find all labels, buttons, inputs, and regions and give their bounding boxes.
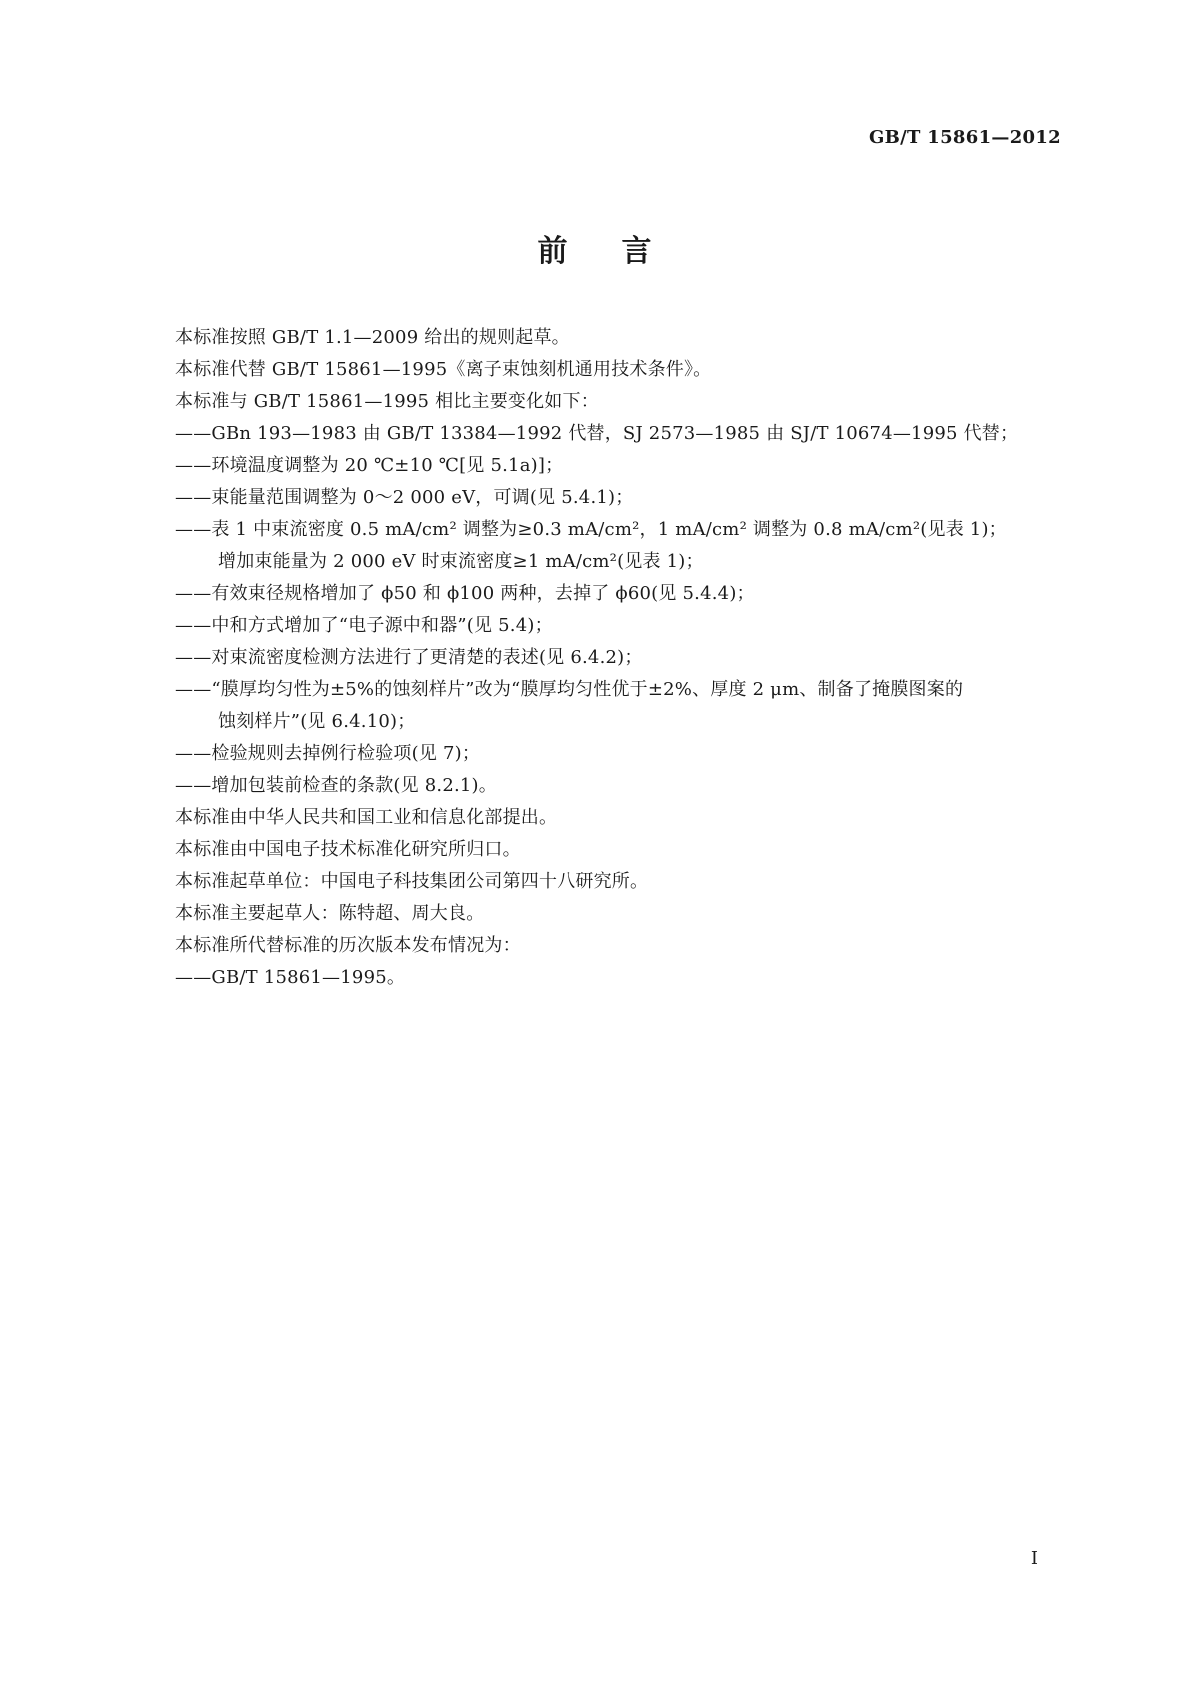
text-line: 本标准由中华人民共和国工业和信息化部提出。 bbox=[175, 807, 558, 828]
preface-body bbox=[175, 322, 1065, 994]
text-line: 本标准由中国电子技术标准化研究所归口。 bbox=[175, 839, 521, 860]
text-line: ——“膜厚均匀性为±5%的蚀刻样片”改为“膜厚均匀性优于±2%、厚度 2 μm、制备了掩膜图案的 bbox=[175, 679, 964, 700]
text-line: ——环境温度调整为 20 ℃±10 ℃[见 5.1a)]； bbox=[175, 455, 564, 476]
page-number: I bbox=[1030, 1548, 1038, 1569]
title-char-1: 前 bbox=[537, 234, 570, 269]
text-line: ——GBn 193—1983 由 GB/T 13384—1992 代替，SJ 2573—1985 由 SJ/T 10674—1995 代替； bbox=[175, 423, 1019, 444]
text-line: 本标准与 GB/T 15861—1995 相比主要变化如下： bbox=[175, 391, 599, 412]
text-line: ——GB/T 15861—1995。 bbox=[175, 967, 406, 988]
text-line: ——束能量范围调整为 0～2 000 eV，可调(见 5.4.1)； bbox=[175, 487, 634, 508]
continuation-line: 增加束能量为 2 000 eV 时束流密度≥1 mA/cm²(见表 1)； bbox=[218, 551, 704, 572]
continuation-line: 蚀刻样片”(见 6.4.10)； bbox=[218, 711, 416, 732]
title-char-2: 言 bbox=[621, 234, 654, 269]
text-line: ——增加包装前检查的条款(见 8.2.1)。 bbox=[175, 775, 497, 796]
text-line: 本标准起草单位：中国电子科技集团公司第四十八研究所。 bbox=[175, 871, 649, 892]
text-line: 本标准按照 GB/T 1.1—2009 给出的规则起草。 bbox=[175, 327, 570, 348]
text-line: ——有效束径规格增加了 ϕ50 和 ϕ100 两种，去掉了 ϕ60(见 5.4.4)； bbox=[175, 583, 755, 604]
text-line: ——中和方式增加了“电子源中和器”(见 5.4)； bbox=[175, 615, 553, 636]
text-line: ——对束流密度检测方法进行了更清楚的表述(见 6.4.2)； bbox=[175, 647, 643, 668]
text-line: ——表 1 中束流密度 0.5 mA/cm² 调整为≥0.3 mA/cm²，1 mA/cm² 调整为 0.8 mA/cm²(见表 1)； bbox=[175, 519, 1007, 540]
text-line: ——检验规则去掉例行检验项(见 7)； bbox=[175, 743, 481, 764]
text-line: 本标准主要起草人：陈特超、周大良。 bbox=[175, 903, 485, 924]
text-line: 本标准所代替标准的历次版本发布情况为： bbox=[175, 935, 521, 956]
document-code: GB/T 15861—2012 bbox=[868, 127, 1061, 148]
text-line: 本标准代替 GB/T 15861—1995《离子束蚀刻机通用技术条件》。 bbox=[175, 359, 712, 380]
page-title bbox=[0, 226, 1191, 270]
